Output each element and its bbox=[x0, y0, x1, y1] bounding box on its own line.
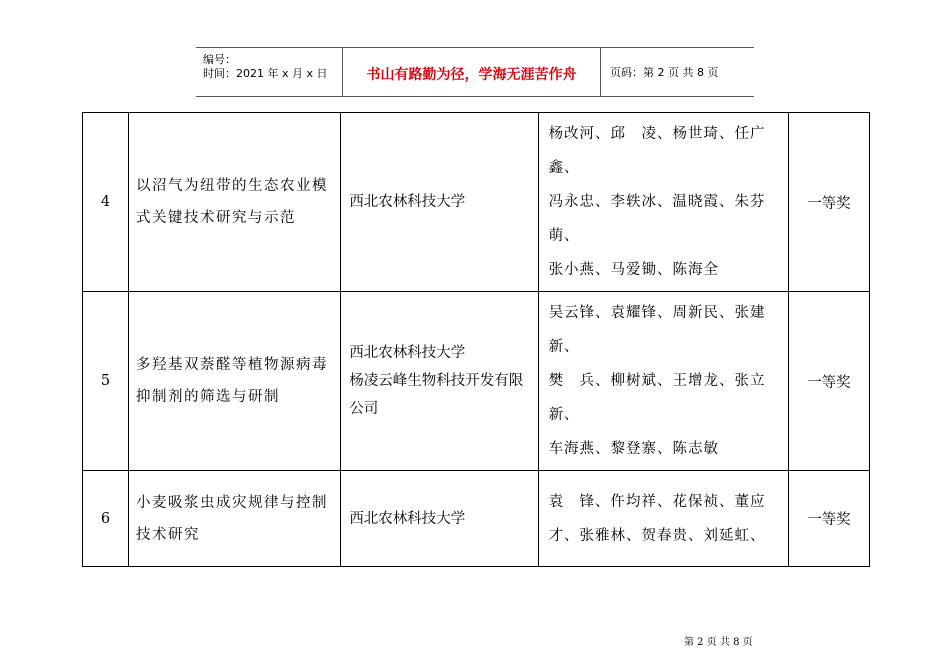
row-number: 4 bbox=[83, 113, 129, 292]
header-page-cell bbox=[601, 48, 754, 96]
motto-text: 书山有路勤为径，学海无涯苦作舟 bbox=[366, 67, 577, 83]
award-table bbox=[82, 112, 870, 567]
number-label: 编号： bbox=[203, 53, 236, 66]
table-row bbox=[83, 113, 870, 292]
unit-cell bbox=[341, 113, 538, 292]
project-title: 以沼气为纽带的生态农业模式关键技术研究与示范 bbox=[136, 178, 329, 226]
project-title: 多羟基双萘醛等植物源病毒抑制剂的筛选与研制 bbox=[136, 357, 329, 405]
unit-name: 西北农林科技大学 bbox=[349, 510, 466, 527]
row-number: 5 bbox=[83, 292, 129, 471]
unit-name: 西北农林科技大学 bbox=[349, 345, 466, 361]
people-line: 樊 兵、柳树斌、王增龙、张立新、 bbox=[548, 373, 766, 423]
people-cell bbox=[538, 113, 788, 292]
award-level: 一等奖 bbox=[788, 471, 869, 567]
unit-cell bbox=[341, 292, 538, 471]
table-row bbox=[83, 471, 870, 567]
header-meta-cell bbox=[196, 48, 343, 96]
unit-name: 西北农林科技大学 bbox=[349, 194, 466, 210]
date-label: 时间：2021 年 x 月 x 日 bbox=[203, 67, 328, 80]
people-cell bbox=[538, 292, 788, 471]
people-line: 吴云锋、袁耀锋、周新民、张建新、 bbox=[548, 305, 766, 355]
page-header bbox=[196, 47, 754, 97]
page-number-label: 页码：第 2 页 共 8 页 bbox=[610, 66, 719, 79]
project-title-cell bbox=[129, 292, 341, 471]
award-level: 一等奖 bbox=[788, 292, 869, 471]
page-footer: 第 2 页 共 8 页 bbox=[684, 637, 753, 648]
people-line: 张小燕、马爱锄、陈海全 bbox=[548, 262, 720, 278]
people-line: 杨改河、邱 凌、杨世琦、任广鑫、 bbox=[548, 126, 766, 176]
unit-name: 杨凌云峰生物科技开发有限公司 bbox=[349, 373, 524, 417]
header-motto-cell bbox=[343, 48, 601, 96]
table-row bbox=[83, 292, 870, 471]
people-cell bbox=[538, 471, 788, 567]
project-title-cell bbox=[129, 113, 341, 292]
project-title: 小麦吸浆虫成灾规律与控制技术研究 bbox=[136, 494, 329, 543]
people-line: 冯永忠、李轶冰、温晓霞、朱芬萌、 bbox=[548, 194, 766, 244]
award-level: 一等奖 bbox=[788, 113, 869, 292]
project-title-cell bbox=[129, 471, 341, 567]
unit-cell bbox=[341, 471, 538, 567]
row-number: 6 bbox=[83, 471, 129, 567]
people-line: 车海燕、黎登寨、陈志敏 bbox=[548, 441, 720, 457]
people-line: 袁 锋、仵均祥、花保祯、董应才、张雅林、贺春贵、刘延虹、 bbox=[548, 493, 766, 544]
